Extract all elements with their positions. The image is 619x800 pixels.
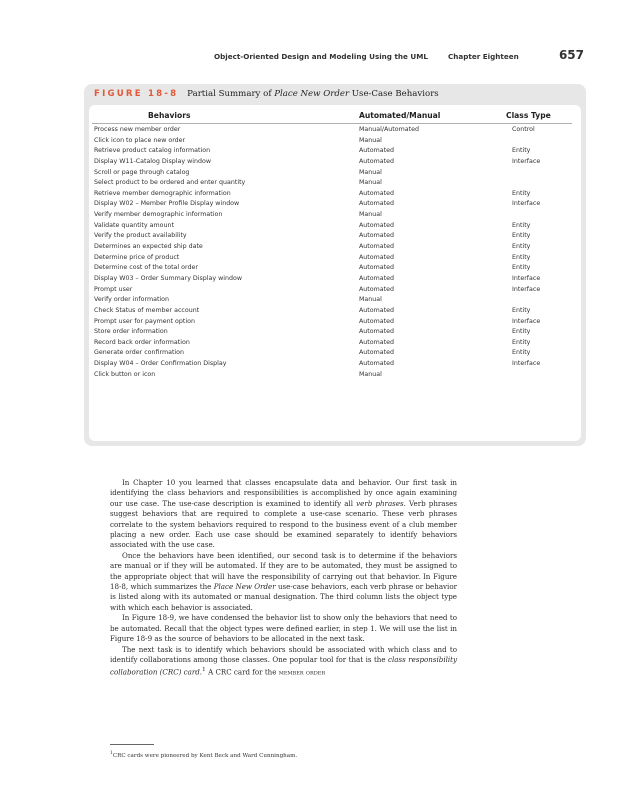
cell-behavior: Determines an expected ship date: [94, 243, 203, 251]
table-row: [92, 145, 572, 156]
table-row: [92, 294, 572, 305]
table-header: [92, 109, 572, 124]
cell-class-type: Control: [512, 126, 535, 133]
footnote: $^1$CRC cards were pioneered by Kent Beck and Ward Cunningham.: [110, 751, 298, 759]
chapter-label: Chapter Eighteen: [448, 52, 519, 61]
cell-class-type: Interface: [512, 157, 541, 165]
cell-behavior: Select product to be ordered and enter quantity: [94, 179, 246, 187]
cell-behavior: Click button or icon: [94, 370, 156, 378]
cell-automated: Automated: [359, 232, 394, 240]
cell-automated: Automated: [359, 285, 394, 293]
cell-class-type: Entity: [512, 338, 531, 346]
cell-behavior: Generate order confirmation: [94, 349, 185, 357]
cell-behavior: Retrieve member demographic information: [94, 189, 231, 197]
cell-behavior: Display W11-Catalog Display window: [94, 157, 212, 165]
book-title: Object-Oriented Design and Modeling Using the UML: [214, 52, 428, 61]
table-row: [92, 262, 572, 273]
cell-automated: Manual: [359, 168, 382, 176]
page-number: 657: [558, 48, 584, 62]
cell-behavior: Display W02 – Member Profile Display window: [94, 200, 240, 208]
table-row: [92, 230, 572, 241]
cell-automated: Automated: [359, 306, 394, 314]
cell-class-type: Entity: [512, 306, 531, 314]
paragraph-4: The next task is to identify which behaviors should be associated with which class and to identify collaborations among those classes. One popular tool for that is the class responsibility collaboration (CRC) card.$^1$ A CRC card for the member order: [110, 644, 457, 677]
cell-automated: Automated: [359, 200, 394, 208]
cell-class-type: Interface: [512, 200, 541, 208]
table-row: [92, 220, 572, 231]
cell-behavior: Determine cost of the total order: [94, 264, 198, 272]
paragraph-2: Once the behaviors have been identified, our second task is to determine if the behaviors are manual or if they will be automated. If they are to be automated, they must be assigned to the appropriate object that will have the responsibility of carrying out that behavior. In Figure 18-8, which summarizes the Place New Order use-case behaviors, each verb phrase or behavior is listed along with its automated or manual designation. The third column lists the object type with which each behavior is associated.: [110, 550, 457, 612]
cell-behavior: Determine price of product: [94, 253, 180, 261]
cell-class-type: Entity: [512, 221, 531, 229]
cell-class-type: Interface: [512, 317, 541, 325]
cell-automated: Automated: [359, 264, 394, 272]
cell-automated: Automated: [359, 243, 394, 251]
cell-behavior: Verify the product availability: [94, 232, 187, 240]
table-row: [92, 156, 572, 167]
cell-automated: Automated: [359, 338, 394, 346]
header-class-type: Class Type: [506, 111, 551, 120]
figure-title: Partial Summary of Place New Order Use-Case Behaviors: [187, 89, 439, 99]
cell-behavior: Validate quantity amount: [94, 221, 174, 229]
cell-class-type: Interface: [512, 285, 541, 293]
cell-automated: Manual: [359, 136, 382, 144]
table-row: [92, 209, 572, 220]
table-row: [92, 188, 572, 199]
cell-class-type: Entity: [512, 232, 531, 240]
cell-class-type: Entity: [512, 328, 531, 336]
cell-behavior: Check Status of member account: [94, 306, 200, 314]
figure-18-8: [84, 84, 586, 446]
table-row: [92, 316, 572, 327]
behaviors-table: [89, 105, 581, 441]
table-row: [92, 347, 572, 358]
cell-automated: Automated: [359, 328, 394, 336]
cell-behavior: Prompt user for payment option: [94, 317, 195, 325]
table-row: [92, 337, 572, 348]
cell-automated: Automated: [359, 349, 394, 357]
figure-caption: [94, 89, 564, 99]
cell-automated: Automated: [359, 253, 394, 261]
footnote-divider: [110, 744, 154, 745]
cell-behavior: Display W04 – Order Confirmation Display: [94, 360, 227, 368]
cell-automated: Automated: [359, 221, 394, 229]
cell-automated: Automated: [359, 147, 394, 155]
cell-behavior: Record back order information: [94, 338, 190, 346]
table-row: [92, 241, 572, 252]
paragraph-1: In Chapter 10 you learned that classes encapsulate data and behavior. Our first task in identifying the class behaviors and responsibilities is accomplished by once again examining our use case. The use-case description is examined to identify all verb phrases. Verb phrases suggest behaviors that are required to complete a use-case scenario. These verb phrases correlate to the system behaviors required to respond to the business event of a club member placing a new order. Each use case should be examined separately to identify behaviors associated with the use case.: [110, 478, 458, 550]
table-row: [92, 177, 572, 188]
cell-class-type: Entity: [512, 264, 531, 272]
cell-automated: Automated: [359, 274, 394, 282]
cell-behavior: Verify member demographic information: [94, 211, 223, 219]
cell-automated: Manual: [359, 370, 382, 378]
cell-class-type: Entity: [512, 243, 531, 251]
table-row: [92, 358, 572, 369]
behaviors-table-grid: [92, 109, 572, 379]
header-automated: Automated/Manual: [359, 111, 441, 120]
cell-behavior: Retrieve product catalog information: [94, 147, 211, 155]
paragraph-3: In Figure 18-9, we have condensed the behavior list to show only the behaviors that need to be automated. Recall that the object types were defined earlier, in step 1. We will use the list in Figure 18-9 as the source of behaviors to be allocated in the next task.: [110, 613, 457, 644]
table-row: [92, 284, 572, 295]
cell-class-type: Interface: [512, 360, 541, 368]
cell-automated: Automated: [359, 189, 394, 197]
cell-class-type: Entity: [512, 189, 531, 197]
cell-automated: Manual: [359, 211, 382, 219]
table-row: [92, 198, 572, 209]
cell-behavior: Display W03 – Order Summary Display window: [94, 274, 243, 282]
table-row: [92, 273, 572, 284]
table-row: [92, 326, 572, 337]
cell-automated: Automated: [359, 317, 394, 325]
figure-label: FIGURE 18-8: [94, 89, 179, 99]
body-text: [110, 478, 457, 678]
table-row: [92, 124, 572, 135]
cell-automated: Manual/Automated: [359, 126, 419, 133]
cell-behavior: Verify order information: [94, 296, 169, 304]
cell-class-type: Entity: [512, 253, 531, 261]
cell-class-type: Interface: [512, 274, 541, 282]
cell-automated: Manual: [359, 296, 382, 304]
cell-behavior: Store order information: [94, 328, 168, 336]
cell-automated: Automated: [359, 360, 394, 368]
table-row: [92, 167, 572, 178]
cell-class-type: Entity: [512, 349, 531, 357]
cell-behavior: Prompt user: [94, 285, 133, 293]
table-row: [92, 252, 572, 263]
cell-behavior: Process new member order: [94, 126, 181, 133]
cell-behavior: Click icon to place new order: [94, 136, 186, 144]
table-row: [92, 135, 572, 146]
cell-behavior: Scroll or page through catalog: [94, 168, 190, 176]
table-body: [92, 124, 572, 379]
table-row: [92, 305, 572, 316]
header-behaviors: Behaviors: [148, 111, 191, 120]
cell-automated: Manual: [359, 179, 382, 187]
running-head: [214, 50, 586, 64]
cell-automated: Automated: [359, 157, 394, 165]
cell-class-type: Entity: [512, 147, 531, 155]
table-row: [92, 369, 572, 380]
